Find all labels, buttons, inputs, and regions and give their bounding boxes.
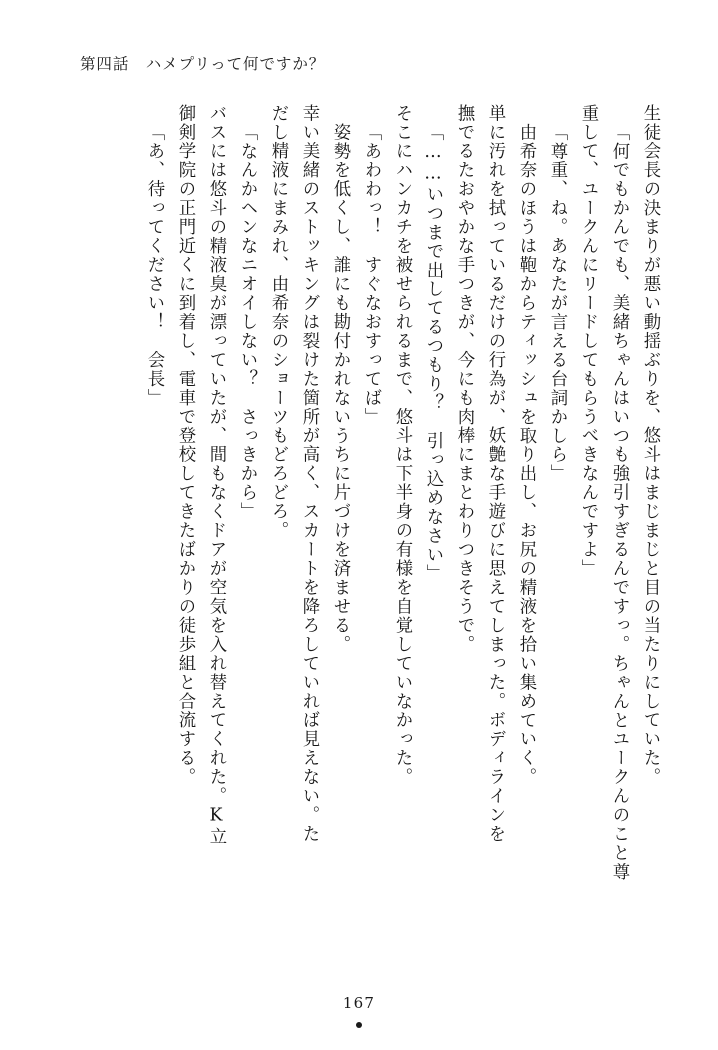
page-number: 167 — [342, 994, 376, 1012]
text-column: 「尊重、ね。あなたが言える台詞かしら」 — [547, 123, 567, 484]
text-column: 由希奈のほうは鞄からティッシュを取り出し、お尻の精液を拾い集めていく。 — [516, 123, 536, 787]
text-column: そこにハンカチを被せられるまで、悠斗は下半身の有様を自覚していなかった。 — [392, 104, 412, 787]
text-column: 「あ、待ってください！ 会長」 — [144, 123, 164, 408]
text-column: 「なんかヘンなニオイしない？ さっきから」 — [237, 123, 257, 522]
text-column: 重して、ユークんにリードしてもらうべきなんですよ」 — [578, 104, 598, 579]
text-column: 撫でるたおやかな手つきが、今にも肉棒にまとわりつきそうで。 — [454, 104, 474, 655]
text-column: 御剣学院の正門近くに到着し、電車で登校してきたばかりの徒歩組と合流する。 — [175, 104, 195, 787]
text-column: 姿勢を低くし、誰にも勘付かれないうちに片づけを済ませる。 — [330, 123, 350, 655]
vertical-text-body — [62, 104, 658, 964]
text-column: 「あわわっ！ すぐなおすってば」 — [361, 123, 381, 427]
text-column: 「……いつまで出してるつもり？ 引っ込めなさい」 — [423, 123, 443, 584]
text-column: だし精液にまみれ、由希奈のショーツもどろどろ。 — [268, 104, 288, 541]
running-head-chapter-title: 第四話 ハメプリって何ですか？ — [80, 55, 326, 73]
text-column: 「何でもかんでも、美緒ちゃんはいつも強引すぎるんですっ。ちゃんとユークんのこと尊 — [609, 123, 629, 882]
text-column: 生徒会長の決まりが悪い動揺ぶりを、悠斗はまじまじと目の当たりにしていた。 — [640, 104, 660, 787]
text-column: 幸い美緒のストッキングは裂けた箇所が高く、スカートを降ろしていれば見えない。た — [299, 104, 319, 844]
page-dot-ornament — [356, 1022, 362, 1028]
text-column: バスには悠斗の精液臭が漂っていたが、間もなくドアが空気を入れ替えてくれた。K立 — [206, 104, 226, 847]
text-column: 単に汚れを拭っているだけの行為が、妖艶な手遊びに思えてしまった。ボディラインを — [485, 104, 505, 844]
